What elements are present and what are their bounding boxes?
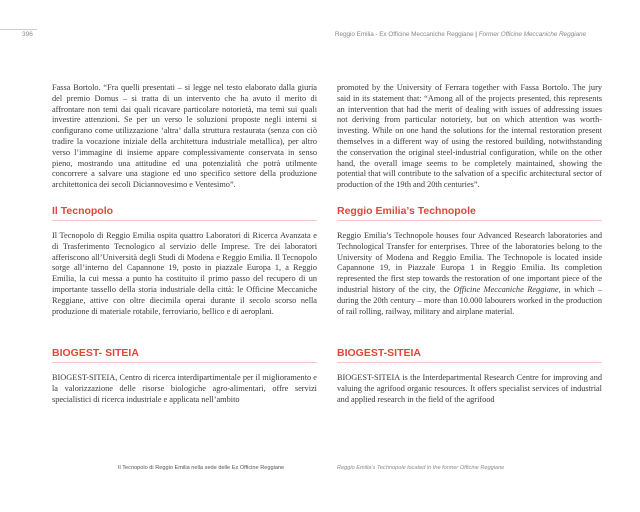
running-header-separator: | [475,31,477,38]
section-heading: Il Tecnopolo [52,205,317,221]
section-tecnopolo [52,205,317,317]
section-heading: BIOGEST- SITEIA [52,347,317,363]
intro-paragraph: promoted by the University of Ferrara together with Fassa Bortolo. The jury said in its statement that: “Among all of the projects presented, this represents an intervention that had the merit of dealing with issues of addressing issues not deriving from particular notoriety, but on which attention was worth-investing. While on one hand the solutions for the internal restoration present themselves in a different way of using the restored building, notwithstanding the conservation the original steel-industrial configuration, while on the other hand, the overall image seems to be completely maintained, showing the potential that will contribute to the salvation of a specific architectural sector of production of the 19th and 20th centuries”. [337,83,602,190]
figure-caption-italian: Il Tecnopolo di Reggio Emilia nella sede delle Ex Officine Reggiane [118,465,285,471]
section-body: BIOGEST-SITEIA, Centro di ricerca interdipartimentale per il miglioramento e la valorizzazione delle risorse biologiche agro-alimentari, offre servizi specialistici di ricerca industriale e applicata nell’ambito [52,373,317,404]
section-body: Il Tecnopolo di Reggio Emilia ospita quattro Laboratori di Ricerca Avanzata e di Trasferimento Tecnologico al servizio delle Imprese. Tre dei laboratori afferiscono all’Università degli Studi di Modena e Reggio Emilia. Il Tecnopolo sorge all’interno del Capannone 19, posto in piazzale Europa 1, a Reggio Emilia, la cui messa a punto ha costituito il primo passo del recupero di un importante tassello della storia industriale della città: le Officine Meccaniche Reggiane, attive con oltre diecimila operai durante il secolo scorso nella produzione di materiale rotabile, ferroviario, bellico e di aeroplani. [52,231,317,316]
running-header-italian: Reggio Emilia - Ex Officine Meccaniche Reggiane [334,31,474,38]
section-heading: BIOGEST-SITEIA [337,347,602,363]
body-italic-name: Officine Meccaniche Reggiane [453,284,559,294]
intro-paragraph: Fassa Bortolo. “Fra quelli presentati – si legge nel testo elaborato dalla giuria del premio Domus – si tratta di un intervento che ha avuto il merito di affrontare non temi dai quali ricavare particolare notorietà, ma temi sui quali investire attenzioni. Se per un verso le soluzioni proposte negli interni si configurano come utilizzazione ‘altra’ dalla struttura restaurata (senza con ciò tradire la vocazione iniziale della architettura industriale metallica), per altro verso l’immagine di insieme appare complessivamente conservata in senso pieno, mostrando una attitudine ed una potenzialità che potrà utilmente concorrere a salvare una stagione ed uno specifico settore della produzione architettonica dei secoli Diciannovesimo e Ventesimo”. [52,83,317,190]
english-column [337,83,602,404]
running-header [335,31,586,38]
figure-caption-english: Reggio Emilia’s Technopole located in the former Officine Reggiane [337,465,505,471]
italian-column [52,83,317,404]
section-body: BIOGEST-SITEIA is the Interdepartmental Research Centre for improving and valuing the agrifood organic resources. It offers specialist services of industrial and applied research in the field of the agrifood [337,373,602,404]
body-text: , in which – during the 20th century – more than 10.000 labourers worked in the production of rail rolling, railway, military and airplane material. [337,284,602,316]
section-biogest [337,347,602,405]
section-biogest [52,347,317,405]
page-number: 396 [22,31,33,38]
body-text: Reggio Emilia’s Technopole houses four Advanced Research laboratories and Technological Transfer for enterprises. Three of the laboratories belong to the University of Modena and Reggio Emilia. The Technopole is located inside Capannone 19, in Piazzale Europa 1 in Reggio Emilia. Its completion represented the first step towards the restoration of one important piece of the industrial history of the city, the [337,231,602,294]
running-header-english: Former Officine Meccaniche Reggiane [478,31,586,38]
section-technopole [337,205,602,317]
section-heading: Reggio Emilia’s Technopole [337,205,602,221]
section-body [337,231,602,317]
top-rule [0,29,37,30]
